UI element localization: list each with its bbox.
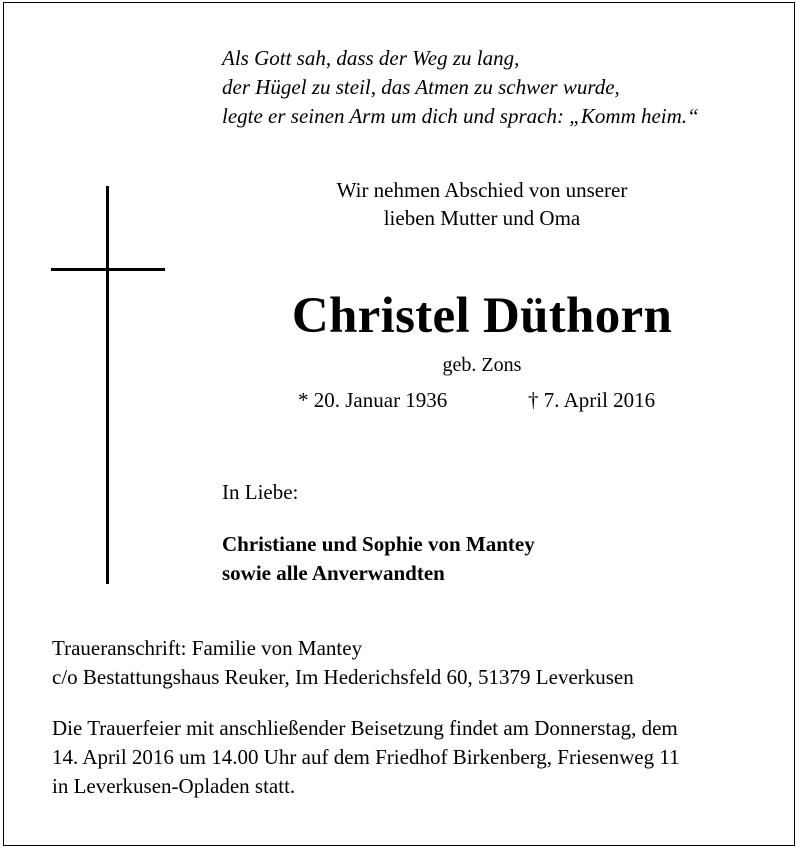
poem-line: der Hügel zu steil, das Atmen zu schwer wurde, [222,75,620,99]
address-line: Traueranschrift: Familie von Mantey [52,636,363,660]
mourners-intro: In Liebe: [222,480,299,504]
ceremony-line: Die Trauerfeier mit anschließender Beisetzung findet am Donnerstag, dem [52,716,678,740]
cross-vertical-bar [106,186,109,584]
mourners-list [222,530,535,588]
ceremony-line: 14. April 2016 um 14.00 Uhr auf dem Friedhof Birkenberg, Friesenweg 11 [52,745,680,769]
death-date: † 7. April 2016 [528,388,656,412]
farewell-line: Wir nehmen Abschied von unserer [336,178,628,202]
address-line: c/o Bestattungshaus Reuker, Im Hederichsfeld 60, 51379 Leverkusen [52,665,634,689]
poem-line: legte er seinen Arm um dich und sprach: „Komm heim.“ [222,104,699,128]
mourners-line: sowie alle Anverwandten [222,561,445,585]
farewell-line: lieben Mutter und Oma [383,206,581,230]
funeral-ceremony-info [52,714,680,801]
poem [222,44,699,131]
birth-date: * 20. Januar 1936 [298,388,448,412]
maiden-name: geb. Zons [442,354,522,376]
mourners-line: Christiane und Sophie von Mantey [222,532,535,556]
deceased-name: Christel Düthorn [291,288,673,344]
ceremony-line: in Leverkusen-Opladen statt. [52,774,296,798]
mourning-address [52,634,634,692]
cross-horizontal-bar [51,268,165,271]
poem-line: Als Gott sah, dass der Weg zu lang, [222,46,520,70]
farewell-intro [222,176,742,232]
